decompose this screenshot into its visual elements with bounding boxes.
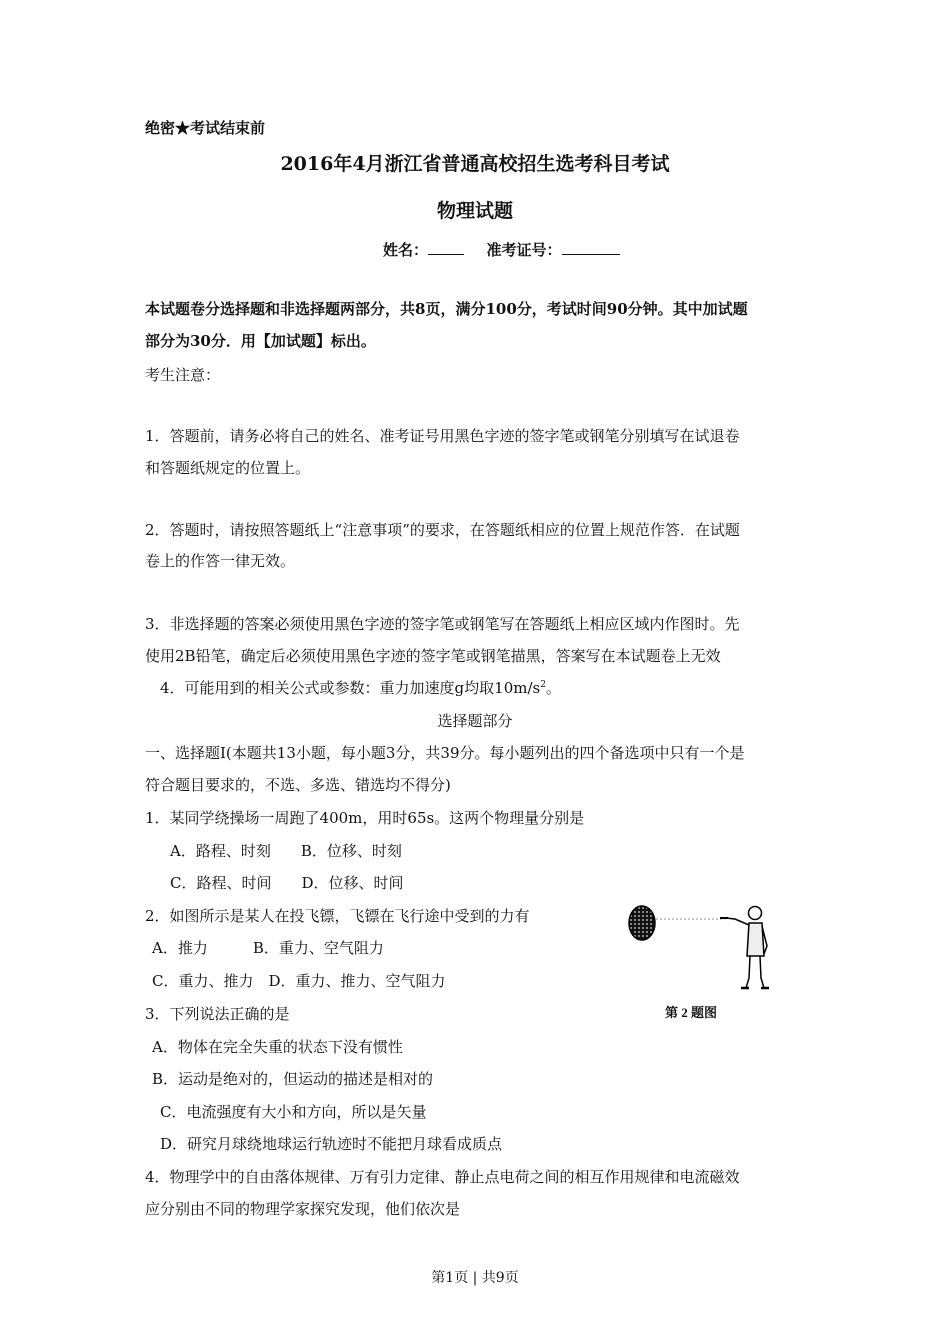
q2-figure-caption: 第 2 题图 (665, 1005, 718, 1020)
note-1-line-1: 1．答题前，请务必将自己的姓名、准考证号用黑色字迹的签字笔或钢笔分别填写在试退卷 (145, 427, 740, 445)
q3-option-d: D．研究月球绕地球运行轨迹时不能把月球看成质点 (160, 1135, 503, 1153)
part-title: 选择题部分 (437, 712, 513, 730)
q4-line-2: 应分别由不同的物理学家探究发现，他们依次是 (145, 1200, 461, 1218)
note-4-superscript: 2 (540, 680, 546, 690)
q4-line-1: 4．物理学中的自由落体规律、万有引力定律、静止点电荷之间的相互作用规律和电流磁效 (145, 1168, 740, 1186)
exam-subtitle: 物理试题 (436, 200, 513, 222)
page-footer: 第1页 | 共9页 (431, 1270, 519, 1286)
q1-options-ab: A．路程、时刻 B．位移、时刻 (170, 842, 402, 860)
q3-option-c: C．电流强度有大小和方向，所以是矢量 (160, 1103, 427, 1121)
person-icon (720, 907, 769, 989)
q2-figure (625, 898, 777, 1026)
id-label: 准考证号： (486, 241, 562, 259)
q1-stem: 1．某同学绕操场一周跑了400m，用时65s。这两个物理量分别是 (145, 809, 585, 827)
section-heading-line-1: 一、选择题I(本题共13小题，每小题3分，共39分。每小题列出的四个备选项中只有一个是 (145, 744, 745, 762)
q1-options-cd: C．路程、时间 D．位移、时间 (170, 874, 404, 892)
dartboard-icon (629, 906, 655, 940)
q2-stem: 2．如图所示是某人在投飞镖，飞镖在飞行途中受到的力有 (145, 907, 530, 925)
id-blank (562, 240, 620, 255)
name-label: 姓名： (383, 241, 429, 259)
q3-option-a: A．物体在完全失重的状态下没有惯性 (152, 1038, 403, 1056)
note-3-line-1: 3．非选择题的答案必须使用黑色字迹的签字笔或钢笔写在答题纸上相应区域内作图时。先 (145, 615, 740, 633)
secret-mark: 绝密★考试结束前 (145, 119, 266, 137)
q3-stem: 3．下列说法正确的是 (145, 1005, 290, 1023)
q3-option-b: B．运动是绝对的，但运动的描述是相对的 (152, 1070, 434, 1088)
intro-line-1: 本试题卷分选择题和非选择题两部分，共8页，满分100分，考试时间90分钟。其中加试题 (145, 300, 748, 318)
candidate-info-row (383, 240, 620, 260)
note-4-text: 4．可能用到的相关公式或参数：重力加速度g均取10m/s (160, 679, 541, 697)
intro-line-2: 部分为30分．用【加试题】标出。 (145, 332, 376, 350)
section-heading-line-2: 符合题目要求的，不选、多选、错选均不得分) (145, 776, 451, 794)
dart-thrower-illustration (625, 898, 777, 1026)
note-2-line-2: 卷上的作答一律无效。 (145, 552, 296, 570)
note-1-line-2: 和答题纸规定的位置上。 (145, 459, 311, 477)
notes-heading: 考生注意： (145, 366, 221, 384)
note-2-line-1: 2．答题时，请按照答题纸上“注意事项”的要求，在答题纸相应的位置上规范作答．在试题 (145, 521, 740, 539)
q2-options-ab: A．推力 B．重力、空气阻力 (152, 939, 384, 957)
note-3-line-2: 使用2B铅笔，确定后必须使用黑色字迹的签字笔或钢笔描黑，答案写在本试题卷上无效 (145, 647, 721, 665)
exam-title: 2016年4月浙江省普通高校招生选考科目考试 (280, 153, 670, 175)
name-blank (428, 240, 464, 255)
note-4-tail: 。 (545, 679, 561, 697)
note-4 (160, 678, 561, 698)
q2-options-cd: C．重力、推力 D．重力、推力、空气阻力 (152, 972, 446, 990)
